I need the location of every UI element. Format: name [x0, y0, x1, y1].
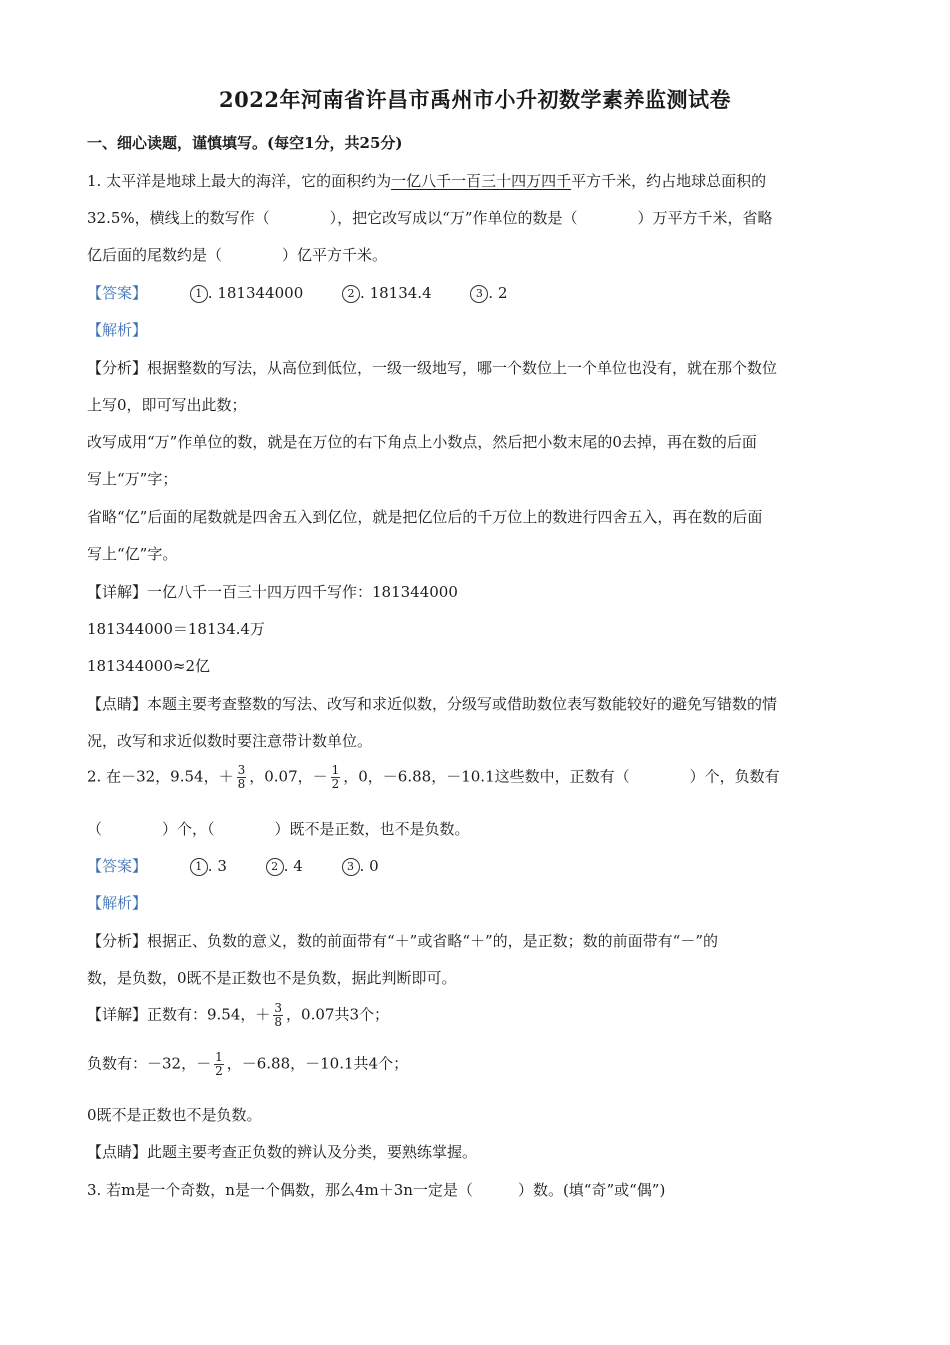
q2-analysis-line: 数，是负数，0既不是正数也不是负数，据此判断即可。 [87, 969, 457, 987]
q2-detail-line [87, 1051, 408, 1078]
q2-detail-line [87, 1002, 389, 1029]
q1-analysis-line: 省略“亿”后面的尾数就是四舍五入到亿位，就是把亿位后的千万位上的数进行四舍五入，再在数的后面 [87, 508, 763, 526]
q1-analysis-line: 写上“亿”字。 [87, 545, 178, 563]
answer-value: . 0 [359, 857, 379, 875]
q1-analysis-line: 改写成用“万”作单位的数，就是在万位的右下角点上小数点，然后把小数末尾的0去掉，再在数的后面 [87, 433, 757, 451]
q2-comment-line: 【点睛】此题主要考查正负数的辨认及分类，要熟练掌握。 [87, 1143, 478, 1161]
analysis-label: 【解析】 [87, 321, 148, 339]
q1-detail-line: 【详解】一亿八千一百三十四万四千写作：181344000 [87, 583, 458, 601]
answer-value: . 181344000 [207, 284, 304, 302]
q1-line-2: 32.5%，横线上的数写作（ ），把它改写成以“万”作单位的数是（ ）万平方千米，省略 [87, 209, 773, 227]
fraction: $\frac{1}{2}$ [331, 763, 340, 791]
circled-number-3-icon: 3 [470, 285, 488, 303]
fraction: $\frac{1}{2}$ [215, 1050, 223, 1078]
q2-line-2: （ ）个，（ ）既不是正数，也不是负数。 [87, 820, 470, 838]
q1-text: 1. 太平洋是地球上最大的海洋，它的面积约为 [87, 172, 392, 190]
q2-text: ，0.07共3个； [286, 1005, 389, 1024]
circled-number-3-icon: 3 [342, 858, 360, 876]
q1-detail-line: 181344000＝18134.4万 [87, 620, 265, 638]
q2-detail-line: 0既不是正数也不是负数。 [87, 1106, 262, 1124]
q1-underlined-number: 一亿八千一百三十四万四千 [391, 172, 572, 190]
q1-analysis-line: 写上“万”字； [87, 470, 178, 488]
q1-analysis-line: 上写0，即可写出此数； [87, 396, 247, 414]
q2-analysis-line: 【分析】根据正、负数的意义，数的前面带有“＋”或省略“＋”的，是正数；数的前面带有“－”的 [87, 932, 719, 950]
answer-value: . 18134.4 [360, 284, 432, 302]
q2-answer [87, 855, 379, 876]
section-heading: 一、细心读题，谨慎填写。(每空1分，共25分) [87, 134, 403, 152]
answer-value: . 2 [488, 284, 508, 302]
circled-number-2-icon: 2 [342, 285, 360, 303]
answer-value: . 3 [207, 857, 227, 875]
circled-number-1-icon: 1 [190, 285, 208, 303]
q1-line-3: 亿后面的尾数约是（ ）亿平方千米。 [87, 246, 388, 264]
q1-answer [87, 282, 507, 303]
answer-label: 【答案】 [87, 284, 148, 302]
q1-comment-line: 况，改写和求近似数时要注意带计数单位。 [87, 732, 373, 750]
q1-detail-line: 181344000≈2亿 [87, 657, 211, 675]
q2-text: ，0.07，－ [249, 767, 328, 786]
q2-text: 2. 在－32，9.54，＋ [87, 767, 234, 786]
q1-text: 平方千米，约占地球总面积的 [571, 172, 767, 190]
analysis-label: 【解析】 [87, 894, 148, 912]
q3-line-1: 3. 若m是一个奇数，n是一个偶数，那么4m＋3n一定是（ ）数。(填“奇”或“偶”) [87, 1181, 666, 1199]
q2-text: 【详解】正数有：9.54，＋ [87, 1005, 271, 1024]
circled-number-2-icon: 2 [266, 858, 284, 876]
q2-line-1 [87, 764, 780, 791]
circled-number-1-icon: 1 [190, 858, 208, 876]
answer-value: . 4 [283, 857, 303, 875]
fraction: $\frac{3}{8}$ [237, 763, 246, 791]
q2-text: ，－6.88，－10.1共4个； [226, 1054, 409, 1073]
q1-line-1 [87, 170, 766, 191]
q2-text: ，0，－6.88，－10.1这些数中，正数有（ ）个，负数有 [343, 767, 780, 786]
fraction: $\frac{3}{8}$ [274, 1001, 283, 1029]
q1-analysis-line: 【分析】根据整数的写法，从高位到低位，一级一级地写，哪一个数位上一个单位也没有，就在那个数位 [87, 359, 778, 377]
answer-label: 【答案】 [87, 857, 148, 875]
page-title: 2022年河南省许昌市禹州市小升初数学素养监测试卷 [219, 87, 731, 112]
q2-text: 负数有：－32，－ [87, 1054, 212, 1073]
q1-comment-line: 【点睛】本题主要考查整数的写法、改写和求近似数，分级写或借助数位表写数能较好的避免写错数的情 [87, 695, 778, 713]
